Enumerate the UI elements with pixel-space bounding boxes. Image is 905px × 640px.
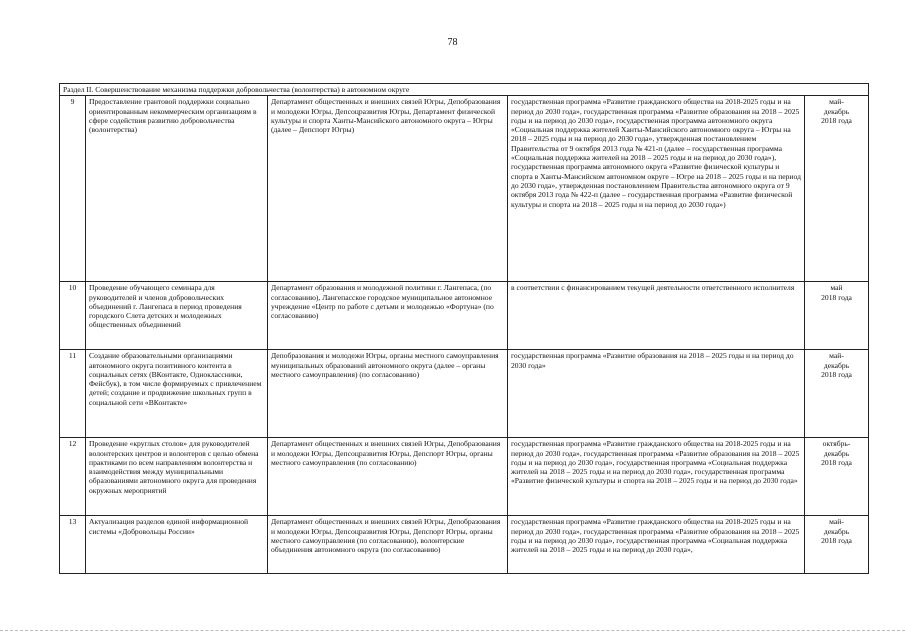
section-header-row (60, 84, 869, 96)
term-text: октябрь- декабрь 2018 года (821, 439, 852, 467)
row-number: 13 (60, 516, 86, 574)
table-row (60, 350, 869, 438)
section-title: Раздел II. Совершенствование механизма поддержки добровольчества (волонтерства) в автономном округе (60, 84, 869, 96)
activity-cell: Предоставление грантовой поддержки социально ориентированным некоммерческим организациям в сфере содействия развитию добровольчества (волонтерства) (86, 96, 268, 282)
table-row (60, 282, 869, 350)
executors-cell: Департамент образования и молодежной политики г. Лангепаса, (по согласованию), Лангепасское городское муниципальное автономное учреждение «Центр по работе с детьми и молодежью «Фортуна» (по согласованию) (268, 282, 508, 350)
page-bottom-edge (0, 630, 905, 631)
term-text: май- декабрь 2018 года (821, 97, 852, 125)
term-cell (805, 96, 869, 282)
row-number: 11 (60, 350, 86, 438)
plan-table (59, 83, 869, 574)
source-cell: в соответствии с финансированием текущей деятельности ответственного исполнителя (508, 282, 805, 350)
activity-cell: Актуализация разделов единой информационной системы «Добровольцы России» (86, 516, 268, 574)
activity-cell: Создание образовательными организациями автономного округа позитивного контента в социальных сетях (ВКонтакте, Одноклассники, Фейсбук), в том числе формируемых с привлечением детей; создание и продвижение школьных групп в социальной сети «ВКонтакте» (86, 350, 268, 438)
row-number: 12 (60, 438, 86, 516)
executors-cell: Депобразования и молодежи Югры, органы местного самоуправления муниципальных образований автономного округа (далее – органы местного самоуправления) (по согласованию) (268, 350, 508, 438)
term-text: май 2018 года (821, 283, 852, 302)
term-cell (805, 438, 869, 516)
row-number: 9 (60, 96, 86, 282)
page-number: 78 (447, 37, 458, 48)
term-cell (805, 350, 869, 438)
executors-cell: Департамент общественных и внешних связей Югры, Депобразования и молодежи Югры, Депсоцразвития Югры, Департамент физической культуры и спорта Ханты-Мансийского автономного округа – Югры (далее – Депспорт Югры) (268, 96, 508, 282)
source-cell: государственная программа «Развитие гражданского общества на 2018-2025 годы и на период до 2030 года», государственная программа «Развитие образования на 2018 – 2025 годы и на период до 2030 года», государственная программа «Социальная поддержка жителей на 2018 – 2025 годы и на период до 2030 года», государственная программа «Развитие физической культуры и спорта на 2018 – 2025 годы и на период до 2030 года» (508, 438, 805, 516)
table-row (60, 516, 869, 574)
term-text: май- декабрь 2018 года (821, 351, 852, 379)
source-cell: государственная программа «Развитие образования на 2018 – 2025 годы и на период до 2030 года» (508, 350, 805, 438)
activity-cell: Проведение «круглых столов» для руководителей волонтерских центров и волонтеров с целью обмена практиками по всем направлениям волонтерства и взаимодействия между муниципальными образованиями автономного округа для проведения окружных мероприятий (86, 438, 268, 516)
term-text: май- декабрь 2018 года (821, 517, 852, 545)
executors-cell: Департамент общественных и внешних связей Югры, Депобразования и молодежи Югры, Депсоцразвития Югры, Депспорт Югры, органы местного самоуправления (по согласованию), волонтерские объединения автономного округа (по согласованию) (268, 516, 508, 574)
source-cell: государственная программа «Развитие гражданского общества на 2018-2025 годы и на период до 2030 года», государственная программа «Развитие образования на 2018 – 2025 годы и на период до 2030 года», государственная программа автономного округа «Социальная поддержка жителей Ханты-Мансийского автономного округа – Югры на 2018 – 2025 годы и на период до 2030 года», утвержденная постановлением Правительства от 9 октября 2013 года № 421-п (далее – государственная программа «Социальная поддержка жителей на 2018 – 2025 годы и на период до 2030 года»), государственная программа автономного округа «Развитие физической культуры и спорта в Ханты-Мансийском автономном округе – Югре на 2018 – 2025 годы и на период до 2030 года», утвержденная постановлением Правительства автономного округа от 9 октября 2013 года № 422-п (далее – государственная программа «Развитие физической культуры и спорта на 2018 – 2025 годы и на период до 2030 года») (508, 96, 805, 282)
table-row (60, 438, 869, 516)
table-row (60, 96, 869, 282)
executors-cell: Департамент общественных и внешних связей Югры, Депобразования и молодежи Югры, Депсоцразвития Югры, Депспорт Югры, органы местного самоуправления (по согласованию) (268, 438, 508, 516)
term-cell (805, 516, 869, 574)
term-cell (805, 282, 869, 350)
activity-cell: Проведение обучающего семинара для руководителей и членов добровольческих объединений г. Лангепаса в период проведения городского Слета детских и молодежных общественных объединений (86, 282, 268, 350)
source-cell: государственная программа «Развитие гражданского общества на 2018-2025 годы и на период до 2030 года», государственная программа «Развитие образования на 2018 – 2025 годы и на период до 2030 года», государственная программа «Социальная поддержка жителей на 2018 – 2025 годы и на период до 2030 года», (508, 516, 805, 574)
row-number: 10 (60, 282, 86, 350)
